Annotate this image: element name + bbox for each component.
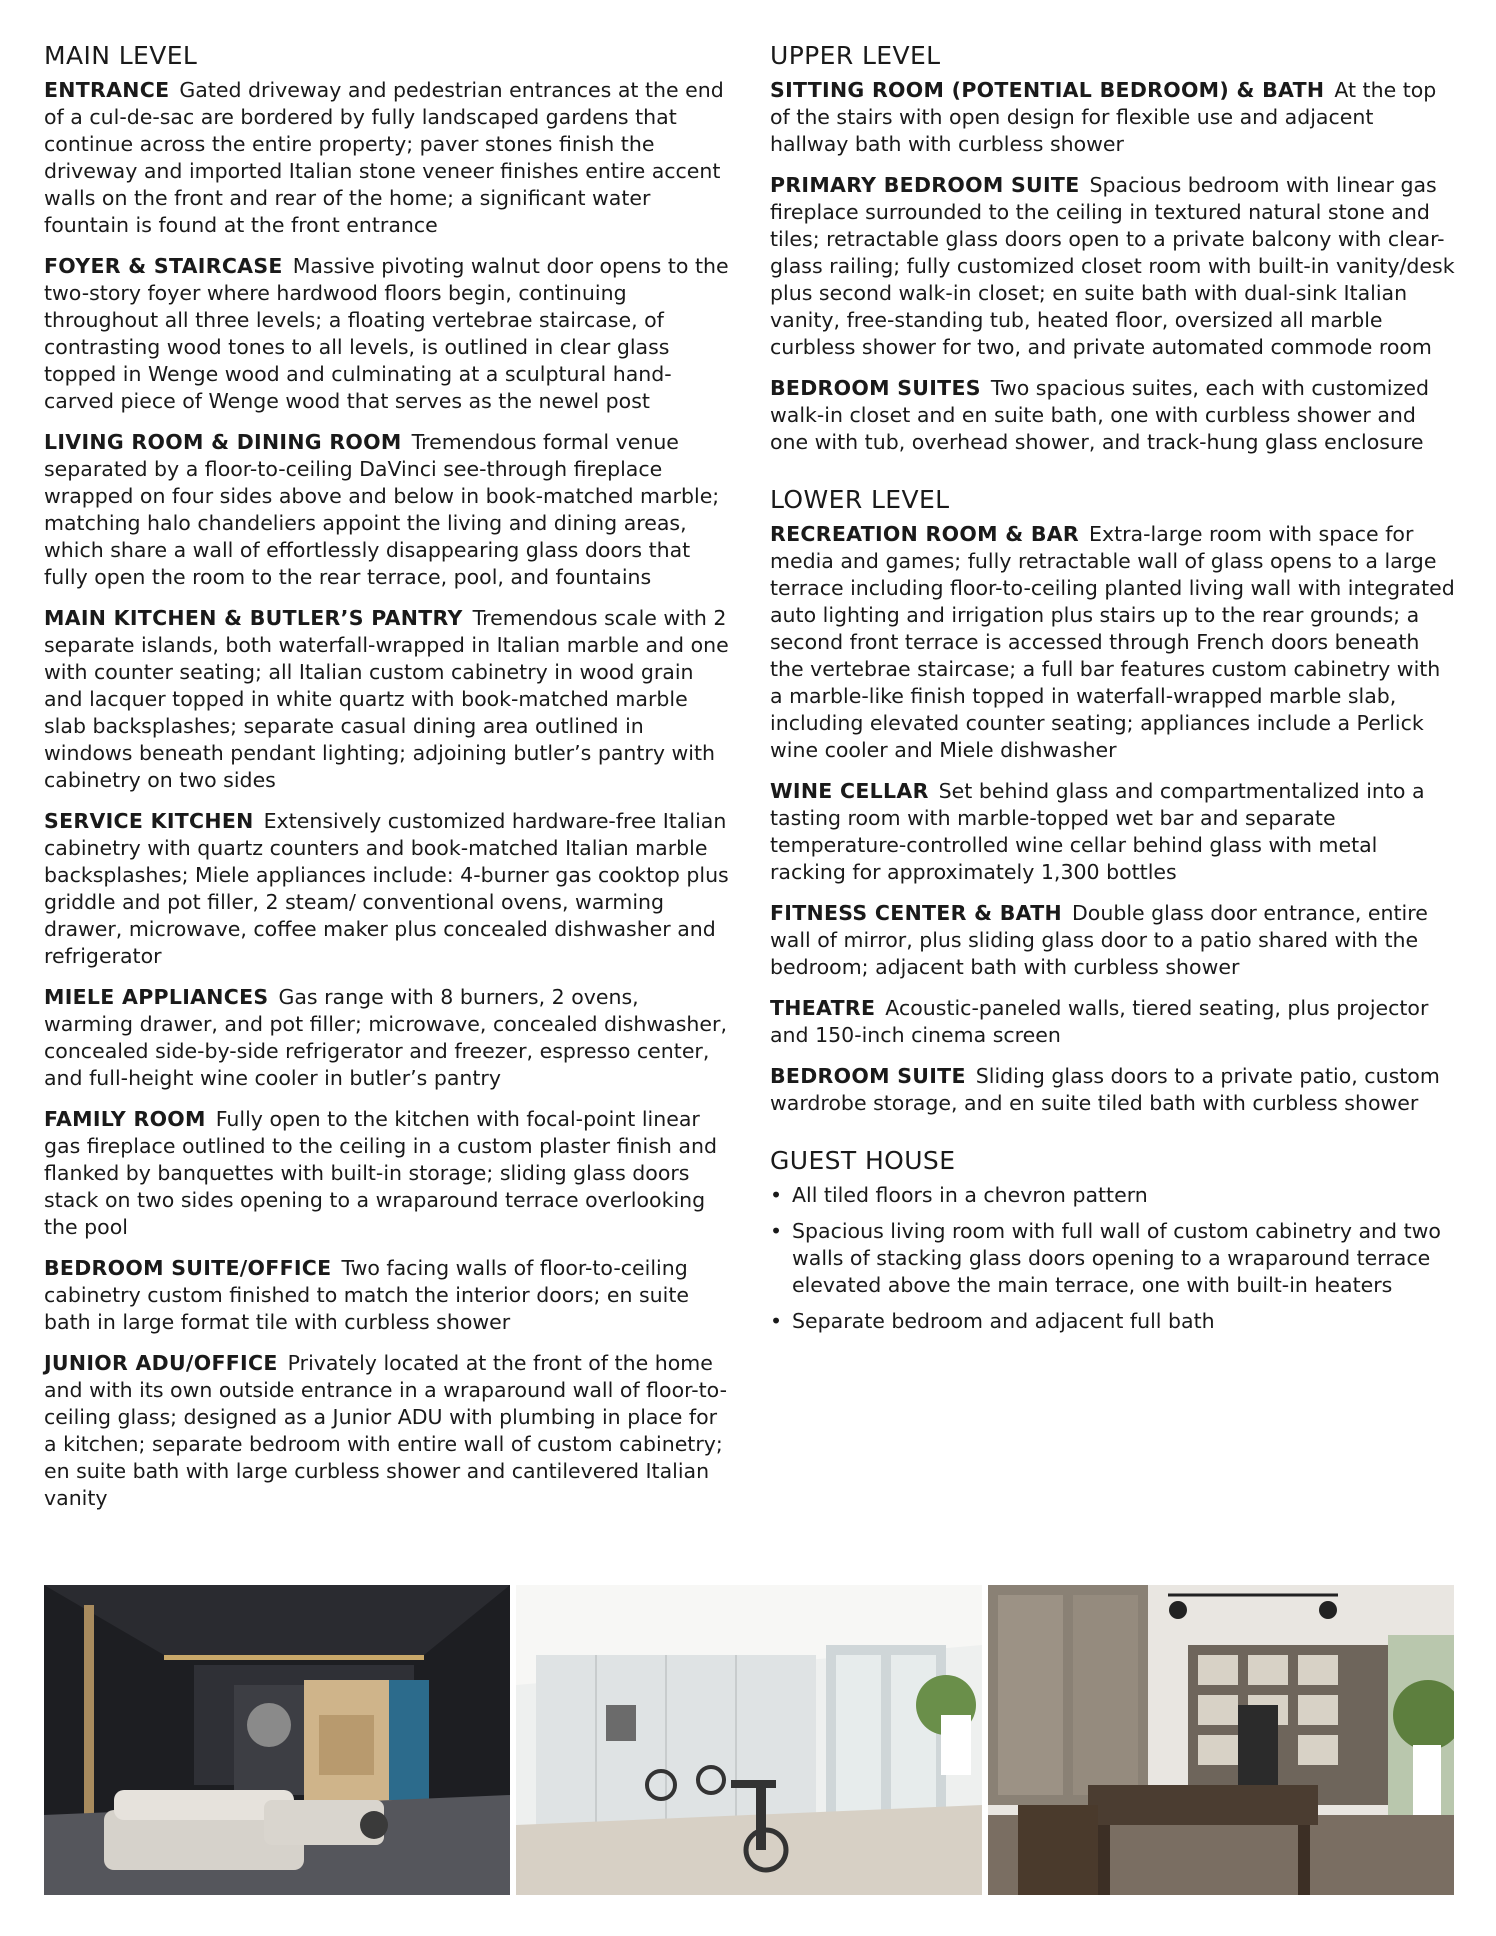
left-column — [44, 40, 729, 1526]
lower-level-heading: LOWER LEVEL — [770, 485, 950, 514]
entry-living-room-dining-room — [44, 429, 729, 591]
entry-text: Privately located at the front of the home and with its own outside entrance in a wraparound wall of floor-to-ceiling glass; designed as a Junior ADU with plumbing in place for a kitchen; separate bedroom with entire wall of custom cabinetry; en suite bath with large curbless shower and cantilevered Italian vanity — [44, 1351, 727, 1510]
list-item — [770, 1218, 1455, 1299]
entry-text: Tremendous formal venue separated by a floor-to-ceiling DaVinci see-through fireplace wrapped on four sides above and below in book-matched marble; matching halo chandeliers appoint the living and dining areas, which share a wall of effortlessly disappearing glass doors that fully open the room to the rear terrace, pool, and fountains — [44, 430, 720, 589]
entry-label: FAMILY ROOM — [44, 1107, 206, 1131]
upper-level-heading: UPPER LEVEL — [770, 41, 941, 70]
entry-bedroom-suites — [770, 375, 1455, 456]
entry-primary-bedroom-suite — [770, 172, 1455, 361]
office-photo — [988, 1585, 1454, 1895]
entry-label: MIELE APPLIANCES — [44, 985, 269, 1009]
theatre-photo — [44, 1585, 510, 1895]
entry-label: BEDROOM SUITE — [770, 1064, 966, 1088]
entry-junior-adu-office — [44, 1350, 729, 1512]
entry-text: Two spacious suites, each with customized walk-in closet and en suite bath, one with curbless shower and one with tub, overhead shower, and track-hung glass enclosure — [770, 376, 1429, 454]
entry-label: MAIN KITCHEN & BUTLER’S PANTRY — [44, 606, 463, 630]
list-item — [770, 1182, 1455, 1209]
entry-entrance — [44, 77, 729, 239]
entry-family-room — [44, 1106, 729, 1241]
entry-wine-cellar — [770, 778, 1455, 886]
entry-text: At the top of the stairs with open design for flexible use and adjacent hallway bath with curbless shower — [770, 78, 1437, 156]
entry-text: Spacious bedroom with linear gas fireplace surrounded to the ceiling in textured natural stone and tiles; retractable glass doors open to a private balcony with clear-glass railing; fully customized closet room with built-in vanity/desk plus second walk-in closet; en suite bath with dual-sink Italian vanity, free-standing tub, heated floor, oversized all marble curbless shower for two, and private automated commode room — [770, 173, 1455, 359]
bullet-icon: • — [770, 1183, 783, 1207]
lower-level-entries — [770, 521, 1455, 1117]
entry-service-kitchen — [44, 808, 729, 970]
list-item-text: Separate bedroom and adjacent full bath — [792, 1309, 1215, 1333]
main-level-entries — [44, 77, 729, 1512]
entry-label: BEDROOM SUITE/OFFICE — [44, 1256, 332, 1280]
entry-text: Set behind glass and compartmentalized into a tasting room with marble-topped wet bar and separate temperature-controlled wine cellar behind glass with metal racking for approximately 1,300 bottles — [770, 779, 1425, 884]
entry-text: Extra-large room with space for media and games; fully retractable wall of glass opens to a large terrace including floor-to-ceiling planted living wall with integrated auto lighting and irrigation plus stairs up to the rear grounds; a second front terrace is accessed through French doors beneath the vertebrae staircase; a full bar features custom cabinetry with a marble-like finish topped in waterfall-wrapped marble slab, including elevated counter seating; appliances include a Perlick wine cooler and Miele dishwasher — [770, 522, 1455, 762]
entry-recreation-room-bar — [770, 521, 1455, 764]
entry-fitness-center-bath — [770, 900, 1455, 981]
entry-foyer-staircase — [44, 253, 729, 415]
entry-label: RECREATION ROOM & BAR — [770, 522, 1079, 546]
entry-sitting-room-potential-bedroom-bath — [770, 77, 1455, 158]
bullet-icon: • — [770, 1309, 783, 1333]
entry-main-kitchen-butler-s-pantry — [44, 605, 729, 794]
fitness-photo — [516, 1585, 982, 1895]
entry-label: PRIMARY BEDROOM SUITE — [770, 173, 1080, 197]
list-item-text: All tiled floors in a chevron pattern — [792, 1183, 1148, 1207]
upper-level-entries — [770, 77, 1455, 456]
entry-text: Tremendous scale with 2 separate islands, both waterfall-wrapped in Italian marble and one with counter seating; all Italian custom cabinetry in wood grain and lacquer topped in white quartz with book-matched marble slab backsplashes; separate casual dining area outlined in windows beneath pendant lighting; adjoining butler’s pantry with cabinetry on two sides — [44, 606, 729, 792]
list-item-text: Spacious living room with full wall of custom cabinetry and two walls of stacking glass doors opening to a wraparound terrace elevated above the main terrace, one with built-in heaters — [792, 1219, 1441, 1297]
bullet-icon: • — [770, 1219, 783, 1243]
entry-label: FITNESS CENTER & BATH — [770, 901, 1062, 925]
list-item — [770, 1308, 1455, 1335]
right-column — [770, 40, 1455, 1344]
entry-text: Double glass door entrance, entire wall of mirror, plus sliding glass door to a patio shared with the bedroom; adjacent bath with curbless shower — [770, 901, 1428, 979]
entry-bedroom-suite — [770, 1063, 1455, 1117]
entry-text: Acoustic-paneled walls, tiered seating, plus projector and 150-inch cinema screen — [770, 996, 1429, 1047]
entry-label: WINE CELLAR — [770, 779, 929, 803]
entry-label: THEATRE — [770, 996, 876, 1020]
entry-label: ENTRANCE — [44, 78, 170, 102]
entry-text: Massive pivoting walnut door opens to the two-story foyer where hardwood floors begin, continuing throughout all three levels; a floating vertebrae staircase, of contrasting wood tones to all levels, is outlined in clear glass topped in Wenge wood and culminating at a sculptural hand-carved piece of Wenge wood that serves as the newel post — [44, 254, 729, 413]
entry-text: Extensively customized hardware-free Italian cabinetry with quartz counters and book-matched Italian marble backsplashes; Miele appliances include: 4-burner gas cooktop plus griddle and pot filler, 2 steam/ conventional ovens, warming drawer, microwave, coffee maker plus concealed dishwasher and refrigerator — [44, 809, 729, 968]
entry-text: Sliding glass doors to a private patio, custom wardrobe storage, and en suite tiled bath with curbless shower — [770, 1064, 1440, 1115]
entry-text: Two facing walls of floor-to-ceiling cabinetry custom finished to match the interior doors; en suite bath in large format tile with curbless shower — [44, 1256, 690, 1334]
entry-miele-appliances — [44, 984, 729, 1092]
entry-label: JUNIOR ADU/OFFICE — [44, 1351, 278, 1375]
entry-text: Gas range with 8 burners, 2 ovens, warming drawer, and pot filler; microwave, concealed dishwasher, concealed side-by-side refrigerator and freezer, espresso center, and full-height wine cooler in butler’s pantry — [44, 985, 727, 1090]
entry-text: Fully open to the kitchen with focal-point linear gas fireplace outlined to the ceiling in a custom plaster finish and flanked by banquettes with built-in storage; sliding glass doors stack on two sides opening to a wraparound terrace overlooking the pool — [44, 1107, 717, 1239]
entry-bedroom-suite-office — [44, 1255, 729, 1336]
entry-label: SERVICE KITCHEN — [44, 809, 254, 833]
entry-text: Gated driveway and pedestrian entrances at the end of a cul-de-sac are bordered by fully landscaped gardens that continue across the entire property; paver stones finish the driveway and imported Italian stone veneer finishes entire accent walls on the front and rear of the home; a significant water fountain is found at the front entrance — [44, 78, 724, 237]
main-level-heading: MAIN LEVEL — [44, 41, 198, 70]
entry-label: FOYER & STAIRCASE — [44, 254, 283, 278]
entry-label: SITTING ROOM (POTENTIAL BEDROOM) & BATH — [770, 78, 1325, 102]
entry-theatre — [770, 995, 1455, 1049]
entry-label: LIVING ROOM & DINING ROOM — [44, 430, 402, 454]
photo-strip — [44, 1585, 1454, 1895]
guest-house-list — [770, 1182, 1455, 1335]
entry-label: BEDROOM SUITES — [770, 376, 981, 400]
guest-house-heading: GUEST HOUSE — [770, 1146, 956, 1175]
